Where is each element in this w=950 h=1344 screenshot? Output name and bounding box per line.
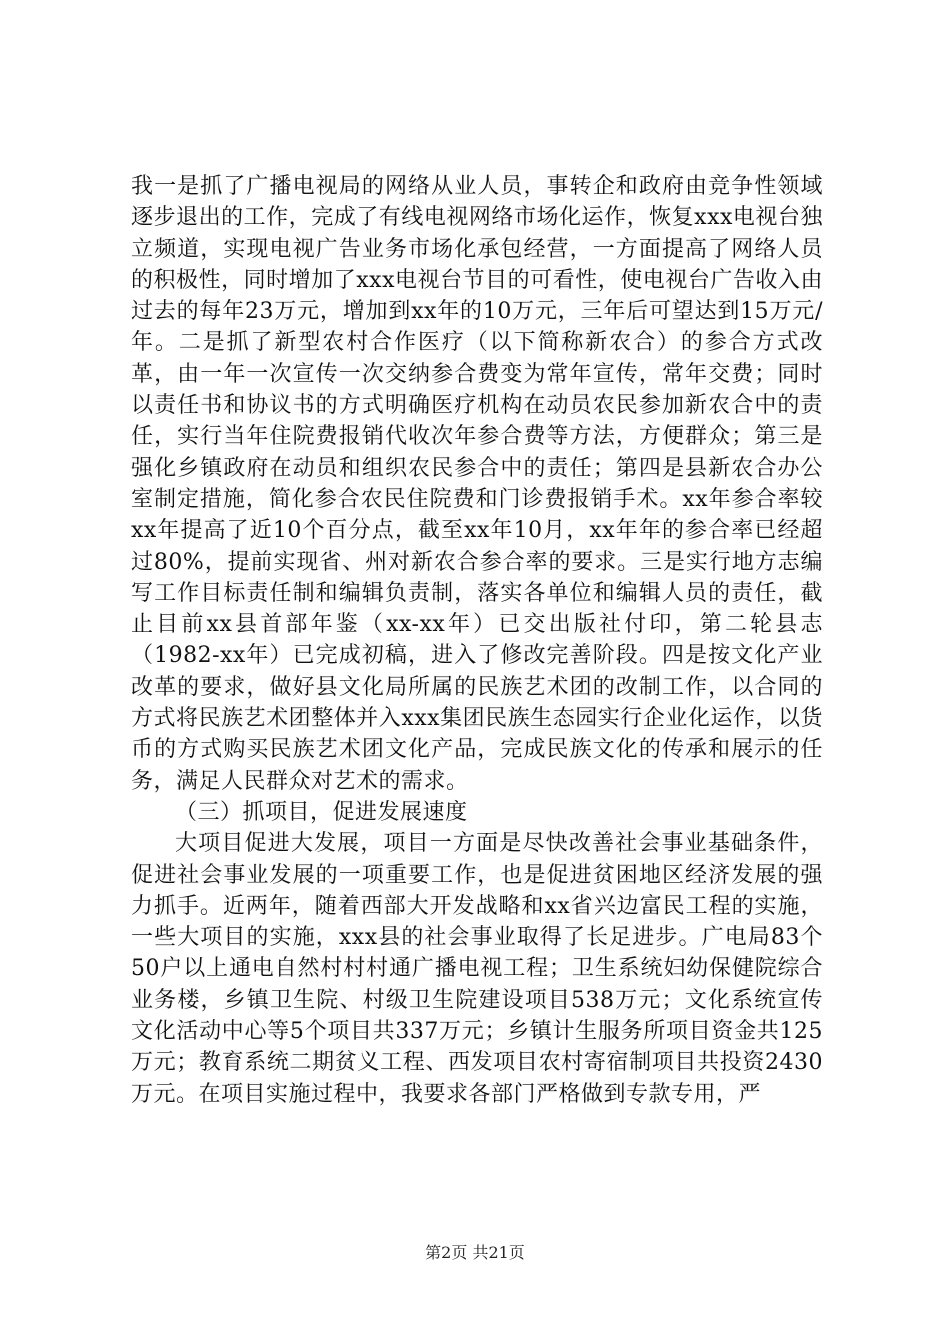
paragraph-projects: 大项目促进大发展，项目一方面是尽快改善社会事业基础条件，促进社会事业发展的一项重要工作，也是促进贫困地区经济发展的强力抓手。近两年，随着西部大开发战略和xx省兴边富民工程的实施，一些大项目的实施，xxx县的社会事业取得了长足进步。广电局83个50户以上通电自然村村村通广播电视工程；卫生系统妇幼保健院综合业务楼，乡镇卫生院、村级卫生院建设项目538万元；文化系统宣传文化活动中心等5个项目共337万元；乡镇计生服务所项目资金共125万元；教育系统二期贫义工程、西发项目农村寄宿制项目共投资2430万元。在项目实施过程中，我要求各部门严格做到专款专用，严	[131, 831, 823, 1107]
section-heading-projects: （三）抓项目，促进发展速度	[175, 799, 468, 825]
paragraph-work-reform: 我一是抓了广播电视局的网络从业人员，事转企和政府由竞争性领域逐步退出的工作，完成了有线电视网络市场化运作，恢复xxx电视台独立频道，实现电视广告业务市场化承包经营，一方面提高了网络人员的积极性，同时增加了xxx电视台节目的可看性，使电视台广告收入由过去的每年23万元，增加到xx年的10万元，三年后可望达到15万元/年。二是抓了新型农村合作医疗（以下简称新农合）的参合方式改革，由一年一次宣传一次交纳参合费变为常年宣传，常年交费；同时以责任书和协议书的方式明确医疗机构在动员农民参加新农合中的责任，实行当年住院费报销代收次年参合费等方法，方便群众；第三是强化乡镇政府在动员和组织农民参合中的责任；第四是县新农合办公室制定措施，简化参合农民住院费和门诊费报销手术。xx年参合率较xx年提高了近10个百分点，截至xx年10月，xx年年的参合率已经超过80%，提前实现省、州对新农合参合率的要求。三是实行地方志编写工作目标责任制和编辑负责制，落实各单位和编辑人员的责任，截止目前xx县首部年鉴（xx-xx年）已交出版社付印，第二轮县志（1982-xx年）已完成初稿，进入了修改完善阶段。四是按文化产业改革的要求，做好县文化局所属的民族艺术团的改制工作，以合同的方式将民族艺术团整体并入xxx集团民族生态园实行企业化运作，以货币的方式购买民族艺术团文化产品，完成民族文化的传承和展示的任务，满足人民群众对艺术的需求。	[131, 174, 823, 794]
document-body	[131, 171, 823, 1110]
page-footer: 第2页 共21页	[425, 1243, 525, 1262]
